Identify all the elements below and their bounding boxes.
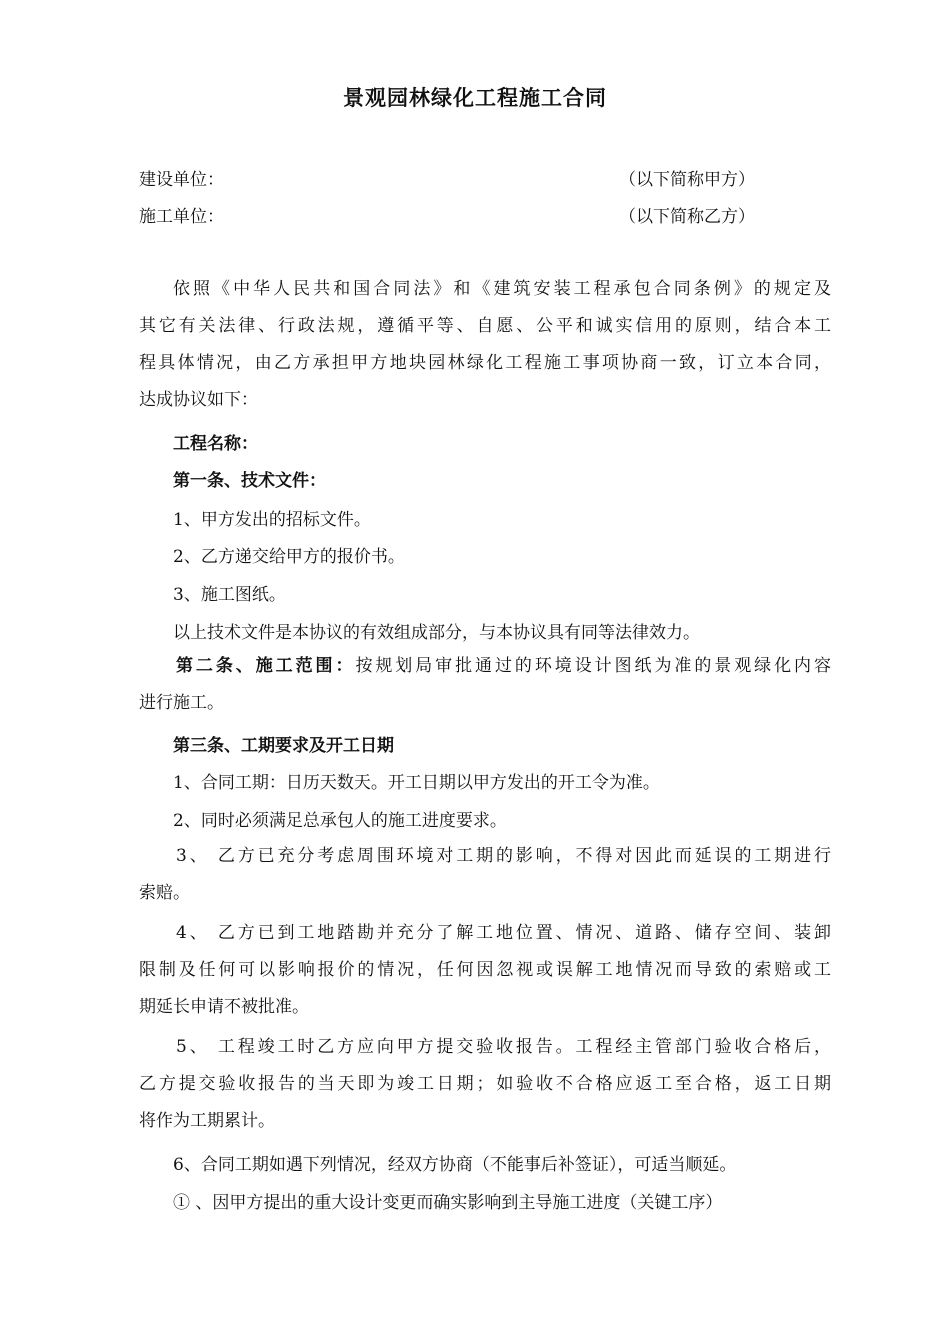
article1-heading: 第一条、技术文件： [173, 471, 326, 491]
item4-line: 限制及任何可以影响报价的情况，任何因忽视或误解工地情况而导致的索赔或工 [139, 960, 831, 980]
article1-item: 2、乙方递交给甲方的报价书。 [173, 547, 405, 567]
item5-line: 乙方提交验收报告的当天即为竣工日期；如验收不合格应返工至合格，返工日期 [139, 1074, 831, 1094]
article3-item2: 2、同时必须满足总承包人的施工进度要求。 [173, 811, 507, 831]
party-a-label: 建设单位： [139, 170, 224, 190]
party-b-label: 施工单位： [139, 207, 224, 227]
item5-line: 将作为工期累计。 [139, 1111, 275, 1131]
intro-line: 其它有关法律、行政法规，遵循平等、自愿、公平和诚实信用的原则，结合本工 [139, 316, 831, 336]
intro-paragraph [139, 271, 831, 419]
page-title: 景观园林绿化工程施工合同 [343, 86, 607, 110]
item4-line: 4、 乙方已到工地踏勘并充分了解工地位置、情况、道路、储存空间、装卸 [176, 923, 831, 943]
item5-line: 5、 工程竣工时乙方应向甲方提交验收报告。工程经主管部门验收合格后， [176, 1037, 831, 1057]
intro-line: 程具体情况，由乙方承担甲方地块园林绿化工程施工事项协商一致，订立本合同， [139, 353, 831, 373]
intro-line: 依照《中华人民共和国合同法》和《建筑安装工程承包合同条例》的规定及 [173, 279, 831, 299]
article3-sub1: ① 、因甲方提出的重大设计变更而确实影响到主导施工进度（关键工序） [173, 1193, 723, 1213]
article2-heading: 第二条、施工范围： [176, 656, 356, 676]
article1-item: 1、甲方发出的招标文件。 [173, 510, 371, 530]
article2-text: 按规划局审批通过的环境设计图纸为准的景观绿化内容 [355, 656, 831, 676]
party-a-note: （以下简称甲方） [619, 170, 755, 190]
party-b-row [139, 202, 819, 228]
article1-note: 以上技术文件是本协议的有效组成部分，与本协议具有同等法律效力。 [173, 623, 700, 643]
article3-item3 [139, 838, 831, 912]
item3-line: 索赔。 [139, 883, 190, 903]
article2-line1 [139, 648, 831, 685]
article3-item4 [139, 915, 831, 1026]
item3-line: 3、 乙方已充分考虑周围环境对工期的影响，不得对因此而延误的工期进行 [176, 846, 831, 866]
article3-item5 [139, 1029, 831, 1140]
project-name-label: 工程名称： [173, 434, 258, 454]
article2-paragraph [139, 648, 831, 722]
article3-heading: 第三条、工期要求及开工日期 [173, 736, 394, 756]
intro-line: 达成协议如下： [139, 390, 258, 410]
article2-line2: 进行施工。 [139, 693, 224, 713]
item4-line: 期延长申请不被批准。 [139, 997, 309, 1017]
article3-item6: 6、合同工期如遇下列情况，经双方协商（不能事后补签证），可适当顺延。 [173, 1155, 737, 1175]
party-b-note: （以下简称乙方） [619, 207, 755, 227]
article3-item1: 1、合同工期：日历天数天。开工日期以甲方发出的开工令为准。 [173, 773, 660, 793]
article1-item: 3、施工图纸。 [173, 585, 286, 605]
party-a-row [139, 165, 819, 191]
